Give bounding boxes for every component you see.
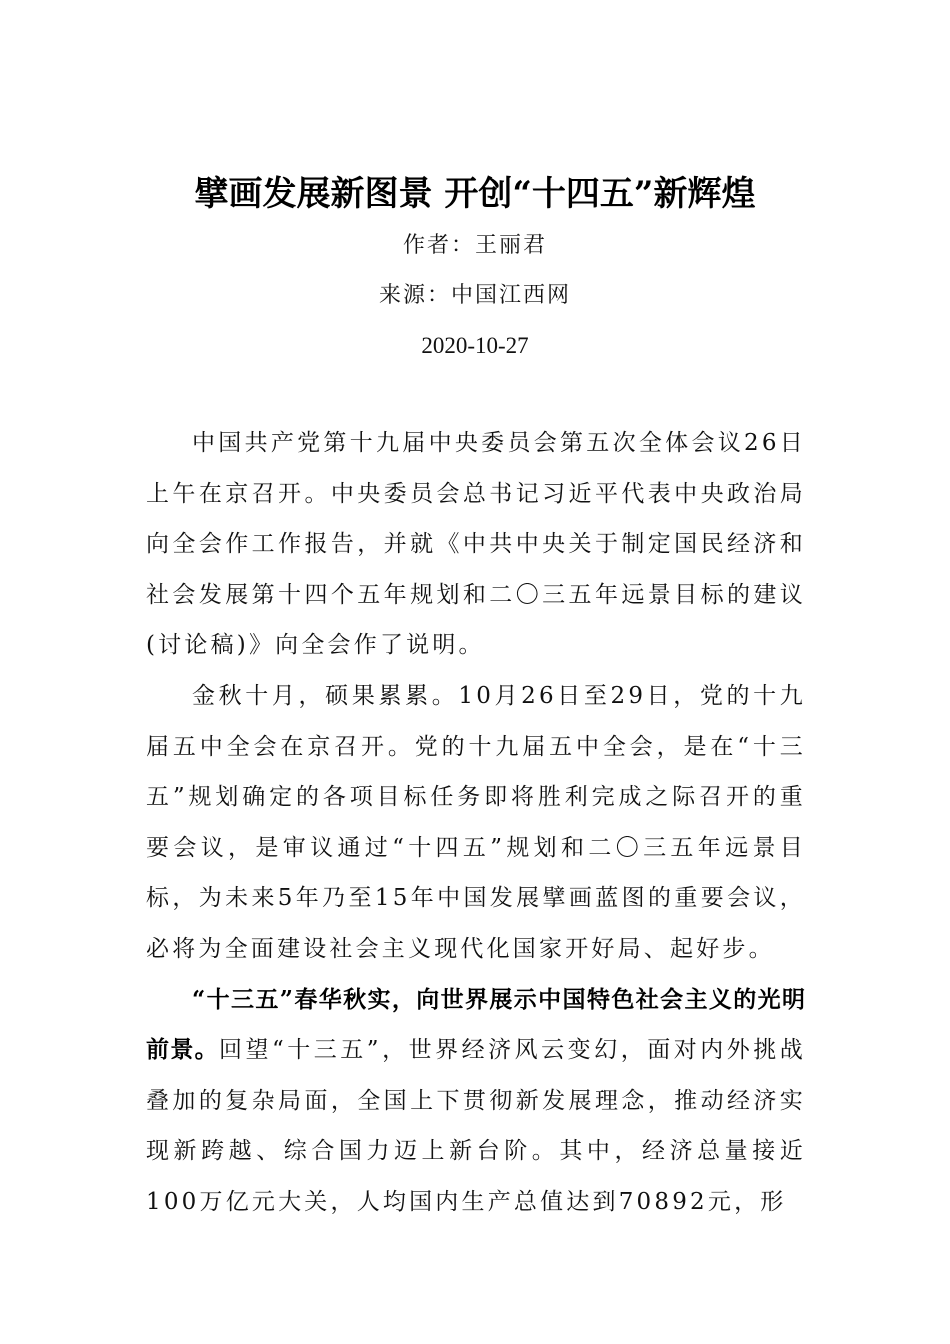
paragraph-text: 回望“十三五”，世界经济风云变幻，面对内外挑战叠加的复杂局面，全国上下贯彻新发展理念，推动经济实现新跨越、综合国力迈上新台阶。其中，经济总量接近100万亿元大关，人均国内生产总值达到70892元，形 [146, 1037, 806, 1215]
document-title: 擘画发展新图景 开创“十四五”新辉煌 [194, 174, 756, 214]
paragraph-bold-lead: “十三五”春华秋实，向世界展示中国特色社会主义的光明前景。 [146, 985, 806, 1064]
author-line: 作者：王丽君 [402, 233, 547, 258]
paragraph-3 [146, 975, 806, 1228]
paragraph-text: 中国共产党第十九届中央委员会第五次全体会议26日上午在京召开。中央委员会总书记习近平代表中央政治局向全会作工作报告，并就《中共中央关于制定国民经济和社会发展第十四个五年规划和二〇三五年远景目标的建议(讨论稿)》向全会作了说明。 [146, 430, 806, 659]
paragraph-text: 金秋十月，硕果累累。10月26日至29日，党的十九届五中全会在京召开。党的十九届五中全会，是在“十三五”规划确定的各项目标任务即将胜利完成之际召开的重要会议，是审议通过“十四五”规划和二〇三五年远景目标，为未来5年乃至15年中国发展擘画蓝图的重要会议，必将为全面建设社会主义现代化国家开好局、起好步。 [146, 682, 806, 962]
paragraph-2 [146, 671, 806, 975]
publish-date: 2020-10-27 [421, 333, 529, 358]
source-line: 来源：中国江西网 [378, 283, 571, 308]
paragraph-1 [146, 418, 806, 671]
article-body [146, 418, 806, 1228]
